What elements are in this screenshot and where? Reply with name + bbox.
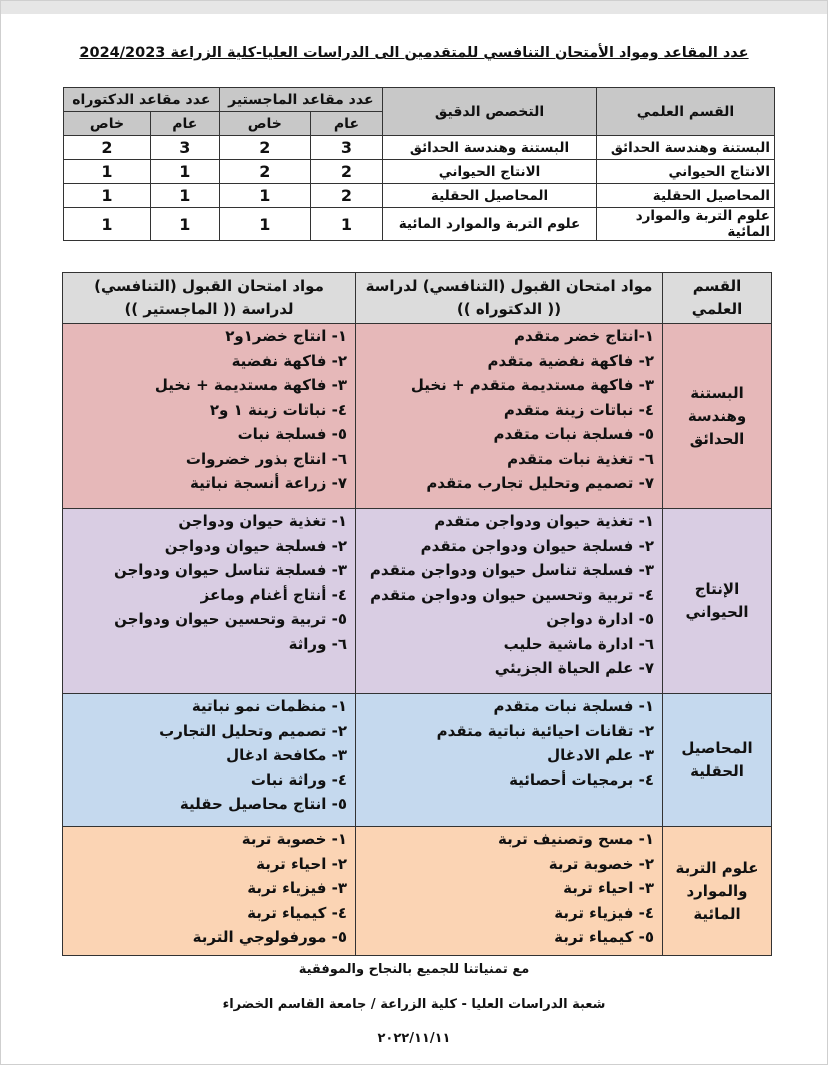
subject-item: ٥- تربية وتحسين حيوان ودواجن: [114, 610, 347, 628]
phd-subjects-list: [356, 827, 663, 956]
subjects-dept: علوم التربة والموارد المائية: [663, 827, 772, 956]
subjects-dept: البستنة وهندسة الحدائق: [663, 324, 772, 509]
subjects-table: [62, 272, 772, 956]
masters-subjects-list: [63, 324, 356, 509]
seats-dept: علوم التربة والموارد المائية: [597, 208, 775, 241]
header-phd-general: عام: [151, 112, 220, 136]
seats-ms-general: 2: [310, 160, 382, 184]
subject-item: ٢- فاكهة نفضية متقدم: [487, 351, 654, 370]
phd-subjects-list: [356, 324, 663, 509]
subject-item: ١- مسح وتصنيف تربة: [498, 830, 654, 848]
subject-item: ٥- ادارة دواجن: [546, 610, 654, 628]
subject-item: ٥- مورفولوجي التربة: [192, 928, 347, 946]
seats-dept: المحاصيل الحقلية: [597, 184, 775, 208]
seats-row: [64, 208, 775, 241]
subject-item: ٥- انتاج محاصيل حقلية: [179, 795, 347, 813]
subject-item: ٣- فسلجة تناسل حيوان ودواجن متقدم: [369, 561, 654, 579]
subjects-header-dept: القسم العلمي: [663, 273, 772, 324]
subject-item: ٧- تصميم وتحليل تجارب متقدم: [426, 474, 654, 492]
subjects-row-crops: [63, 694, 772, 827]
subject-item: ٢- فاكهة نفضية: [231, 351, 347, 370]
footer-date: ٢٠٢٢/١١/١١: [377, 1031, 451, 1046]
subject-item: ٤- كيمياء تربة: [247, 903, 347, 922]
subject-item: ٢- خصوبة تربة: [548, 854, 654, 873]
subject-item: ٦- وراثة: [288, 634, 347, 653]
seats-ms-special: 1: [219, 208, 310, 241]
header-ms-general: عام: [310, 112, 382, 136]
seats-ms-general: 3: [310, 136, 382, 160]
seats-ms-general: 2: [310, 184, 382, 208]
subject-item: ١-انتاج خضر متقدم: [514, 327, 654, 345]
seats-ms-general: 1: [310, 208, 382, 241]
subject-item: ٦- انتاج بذور خضروات: [185, 449, 347, 468]
masters-subjects-list: [63, 509, 356, 694]
subject-item: ٣- فسلجة تناسل حيوان ودواجن: [114, 561, 347, 579]
seats-phd-special: 1: [64, 160, 151, 184]
subject-item: ٤- أنتاج أغنام وماعز: [200, 585, 347, 604]
masters-subjects-list: [63, 694, 356, 827]
phd-subjects-list: [356, 509, 663, 694]
subject-item: ١- فسلجة نبات متقدم: [493, 697, 654, 715]
seats-row: [64, 160, 775, 184]
seats-phd-general: 1: [151, 184, 220, 208]
subject-item: ١- منظمات نمو نباتية: [191, 697, 347, 715]
subject-item: ٧- زراعة أنسجة نباتية: [190, 474, 347, 492]
seats-phd-general: 3: [151, 136, 220, 160]
seats-phd-special: 1: [64, 184, 151, 208]
seats-spec: الانتاج الحيواني: [383, 160, 597, 184]
subject-item: ٢- احياء تربة: [256, 854, 347, 873]
subject-item: ٤- نباتات زينة ١ و٢: [209, 400, 347, 419]
subjects-dept: المحاصيل الحقلية: [663, 694, 772, 827]
seats-phd-general: 1: [151, 160, 220, 184]
masters-subjects-list: [63, 827, 356, 956]
phd-subjects-list: [356, 694, 663, 827]
subject-item: ٥- فسلجة نبات متقدم: [493, 425, 654, 443]
seats-phd-special: 2: [64, 136, 151, 160]
footer-wishes: مع تمنياتنا للجميع بالنجاح والموفقية: [298, 962, 530, 977]
subject-item: ٤- نباتات زينة متقدم: [503, 400, 654, 419]
subject-item: ١- خصوبة تربة: [241, 830, 347, 848]
subject-item: ٣- فاكهة مستديمة + نخيل: [154, 376, 347, 394]
subjects-row-animal: [63, 509, 772, 694]
subject-item: ٥- كيمياء تربة: [554, 928, 654, 946]
subject-item: ٣- مكافحة ادغال: [226, 746, 347, 764]
header-phd-seats: عدد مقاعد الدكتوراه: [64, 88, 220, 112]
subject-item: ٣- علم الادغال: [547, 746, 654, 764]
header-phd-special: خاص: [64, 112, 151, 136]
subjects-dept: الإنتاج الحيواني: [663, 509, 772, 694]
subject-item: ٢- تقانات احيائية نباتية متقدم: [436, 721, 654, 740]
header-masters-seats: عدد مقاعد الماجستير: [219, 88, 382, 112]
seats-ms-special: 2: [219, 136, 310, 160]
footer-office: شعبة الدراسات العليا - كلية الزراعة / جامعة القاسم الخضراء: [222, 997, 606, 1012]
subject-item: ١- انتاج خضر١و٢: [225, 327, 347, 345]
subject-item: ٣- فيزياء تربة: [247, 879, 347, 897]
subject-item: ٧- علم الحياة الجزيئي: [494, 659, 654, 677]
subject-item: ٤- فيزياء تربة: [554, 903, 654, 922]
header-ms-special: خاص: [219, 112, 310, 136]
subject-item: ١- تغذية حيوان ودواجن: [178, 512, 347, 530]
seats-table: [63, 87, 775, 241]
seats-phd-special: 1: [64, 208, 151, 241]
header-dept: القسم العلمي: [597, 88, 775, 136]
subjects-header-masters: مواد امتحان القبول (التنافسي) لدراسة (( الماجستير )): [63, 273, 356, 324]
seats-spec: البستنة وهندسة الحدائق: [383, 136, 597, 160]
subject-item: ٥- فسلجة نبات: [237, 425, 347, 443]
seats-dept: البستنة وهندسة الحدائق: [597, 136, 775, 160]
subjects-header-phd: مواد امتحان القبول (التنافسي) لدراسة (( الدكتوراه )): [356, 273, 663, 324]
header-spec: التخصص الدقيق: [383, 88, 597, 136]
page-title: عدد المقاعد ومواد الأمتحان التنافسي للمتقدمين الى الدراسات العليا-كلية الزراعة 2024/2023: [79, 45, 749, 61]
subject-item: ٤- تربية وتحسين حيوان ودواجن متقدم: [370, 585, 654, 604]
subject-item: ٦- تغذية نبات متقدم: [507, 449, 654, 468]
subject-item: ٤- وراثة نبات: [250, 770, 347, 789]
subject-item: ٦- ادارة ماشية حليب: [503, 634, 654, 653]
seats-spec: المحاصيل الحقلية: [383, 184, 597, 208]
seats-ms-special: 2: [219, 160, 310, 184]
seats-phd-general: 1: [151, 208, 220, 241]
seats-row: [64, 136, 775, 160]
subject-item: ٣- فاكهة مستديمة متقدم + نخيل: [410, 376, 654, 394]
subject-item: ٤- برمجيات أحصائية: [509, 770, 654, 789]
subject-item: ٢- فسلجة حيوان ودواجن متقدم: [420, 536, 654, 555]
seats-ms-special: 1: [219, 184, 310, 208]
subject-item: ٢- تصميم وتحليل التجارب: [159, 721, 347, 740]
seats-dept: الانتاج الحيواني: [597, 160, 775, 184]
subject-item: ١- تغذية حيوان ودواجن متقدم: [434, 512, 654, 530]
subject-item: ٣- احياء تربة: [563, 879, 654, 897]
subject-item: ٢- فسلجة حيوان ودواجن: [164, 536, 347, 555]
seats-row: [64, 184, 775, 208]
subjects-row-soil: [63, 827, 772, 956]
subjects-row-horticulture: [63, 324, 772, 509]
seats-spec: علوم التربة والموارد المائية: [383, 208, 597, 241]
